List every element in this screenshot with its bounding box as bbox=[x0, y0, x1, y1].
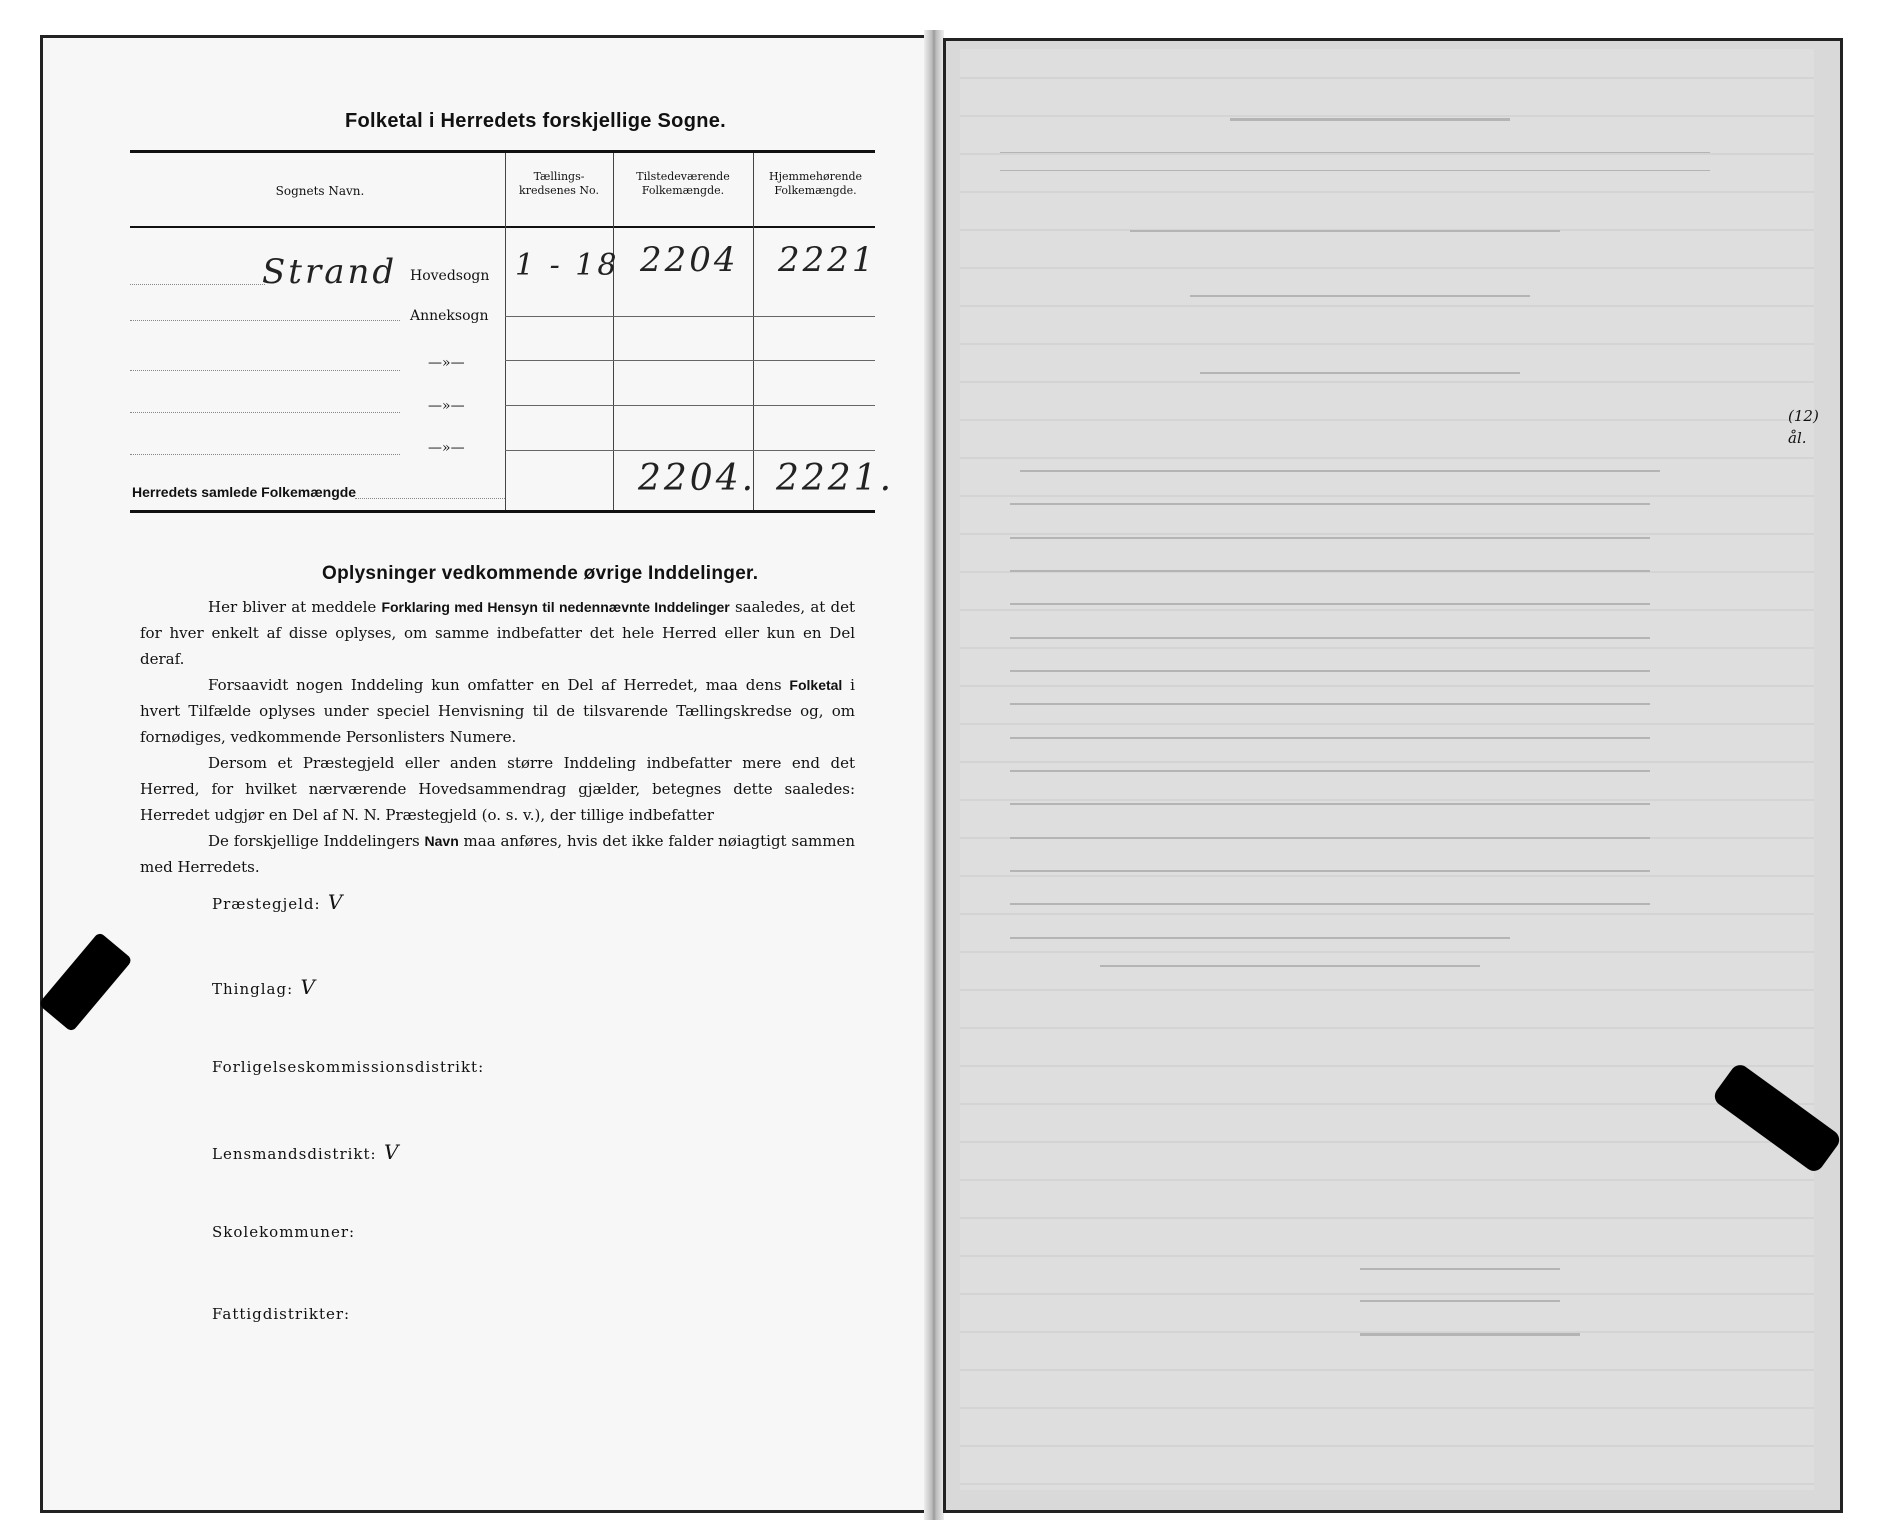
info-text: Forsaavidt nogen Inddeling kun omfatter en Del af Herredet, maa dens bbox=[208, 676, 790, 694]
check-mark: V bbox=[320, 890, 344, 914]
total-label: Herredets samlede Folkemængde bbox=[132, 484, 357, 500]
field-label: Fattigdistrikter: bbox=[212, 1305, 351, 1323]
info-title: Oplysninger vedkommende øvrige Inddelinger. bbox=[322, 563, 759, 584]
row-type: —»— bbox=[428, 398, 465, 414]
table-bottom-rule bbox=[130, 510, 875, 513]
header-hjemme: Hjemmehørende Folkemængde. bbox=[769, 170, 862, 197]
grid-line bbox=[505, 405, 875, 406]
grid-line bbox=[505, 316, 875, 317]
info-text: saaledes, at det for hver enkelt af disse oplyses, om samme indbefatter det hele Herred eller kun en Del deraf. bbox=[140, 598, 856, 668]
field-label: Præstegjeld: bbox=[212, 895, 321, 913]
row-type: Hovedsogn bbox=[410, 268, 490, 284]
row-tilstede: 2204 bbox=[640, 240, 739, 280]
handwritten-parish-name: Strand bbox=[262, 252, 398, 292]
field-label: Skolekommuner: bbox=[212, 1223, 356, 1241]
info-bold-text: Navn bbox=[424, 833, 459, 849]
info-paragraph bbox=[140, 594, 855, 672]
col-sep-1 bbox=[505, 153, 506, 510]
row-type: —»— bbox=[428, 355, 465, 371]
header-kreds: Tællings- kredsenes No. bbox=[519, 170, 599, 197]
info-text: i hvert Tilfælde oplyses under speciel Henvisning til de tilsvarende Tællingskredse og, om fornødiges, vedkommende Personlisters Numere. bbox=[140, 676, 855, 746]
row-type: —»— bbox=[428, 440, 465, 456]
right-page bbox=[943, 38, 1843, 1513]
field-row bbox=[212, 1058, 484, 1076]
info-paragraph bbox=[140, 828, 855, 880]
field-label: Lensmandsdistrikt: bbox=[212, 1145, 377, 1163]
info-text: De forskjellige Inddelingers bbox=[208, 832, 425, 850]
row-hjemme: 2221 bbox=[778, 240, 877, 280]
field-row bbox=[212, 1305, 350, 1323]
info-text: Dersom et Præstegjeld eller anden større Inddeling indbefatter mere end det Herred, for hvilket nærværende Hovedsammendrag gjælder, betegnes dette saaledes: Herredet udgjør en Del af N. N. Præstegjeld (o. s. v.), der tillige indbefatter bbox=[140, 754, 855, 824]
field-row bbox=[212, 890, 343, 914]
info-bold-text: Forklaring med Hensyn til nedennævnte Inddelinger bbox=[381, 599, 730, 615]
margin-note-line1: (12) bbox=[1788, 407, 1819, 425]
info-text: Her bliver at meddele bbox=[208, 598, 382, 616]
field-label: Thinglag: bbox=[212, 980, 294, 998]
margin-note-line2: ål. bbox=[1788, 429, 1807, 447]
info-text: maa anføres, hvis det ikke falder nøiagtigt sammen med Herredets. bbox=[140, 832, 855, 876]
info-bold-text: Folketal bbox=[789, 677, 843, 693]
total-hjemme: 2221. bbox=[776, 458, 895, 499]
table-top-rule bbox=[130, 150, 875, 153]
field-row bbox=[212, 1140, 399, 1164]
info-paragraphs bbox=[140, 594, 855, 880]
field-row bbox=[212, 975, 316, 999]
row-type: Anneksogn bbox=[410, 308, 489, 324]
col-sep-3 bbox=[753, 153, 754, 510]
row-kreds: 1 - 18 bbox=[515, 248, 620, 283]
grid-line bbox=[505, 450, 875, 451]
check-mark: V bbox=[293, 975, 316, 999]
field-row bbox=[212, 1223, 355, 1241]
check-mark: V bbox=[376, 1140, 400, 1164]
margin-note bbox=[1788, 405, 1819, 449]
header-sognets-navn: Sognets Navn. bbox=[275, 184, 365, 198]
grid-line bbox=[505, 360, 875, 361]
header-tilstede: Tilstedeværende Folkemængde. bbox=[636, 170, 730, 197]
info-paragraph bbox=[140, 672, 855, 750]
table-header-rule bbox=[130, 226, 875, 228]
table-title: Folketal i Herredets forskjellige Sogne. bbox=[345, 110, 727, 132]
total-tilstede: 2204. bbox=[638, 458, 757, 499]
book-gutter bbox=[924, 30, 944, 1520]
col-sep-2 bbox=[613, 153, 614, 510]
field-label: Forligelseskommissionsdistrikt: bbox=[212, 1058, 485, 1076]
info-paragraph bbox=[140, 750, 855, 828]
